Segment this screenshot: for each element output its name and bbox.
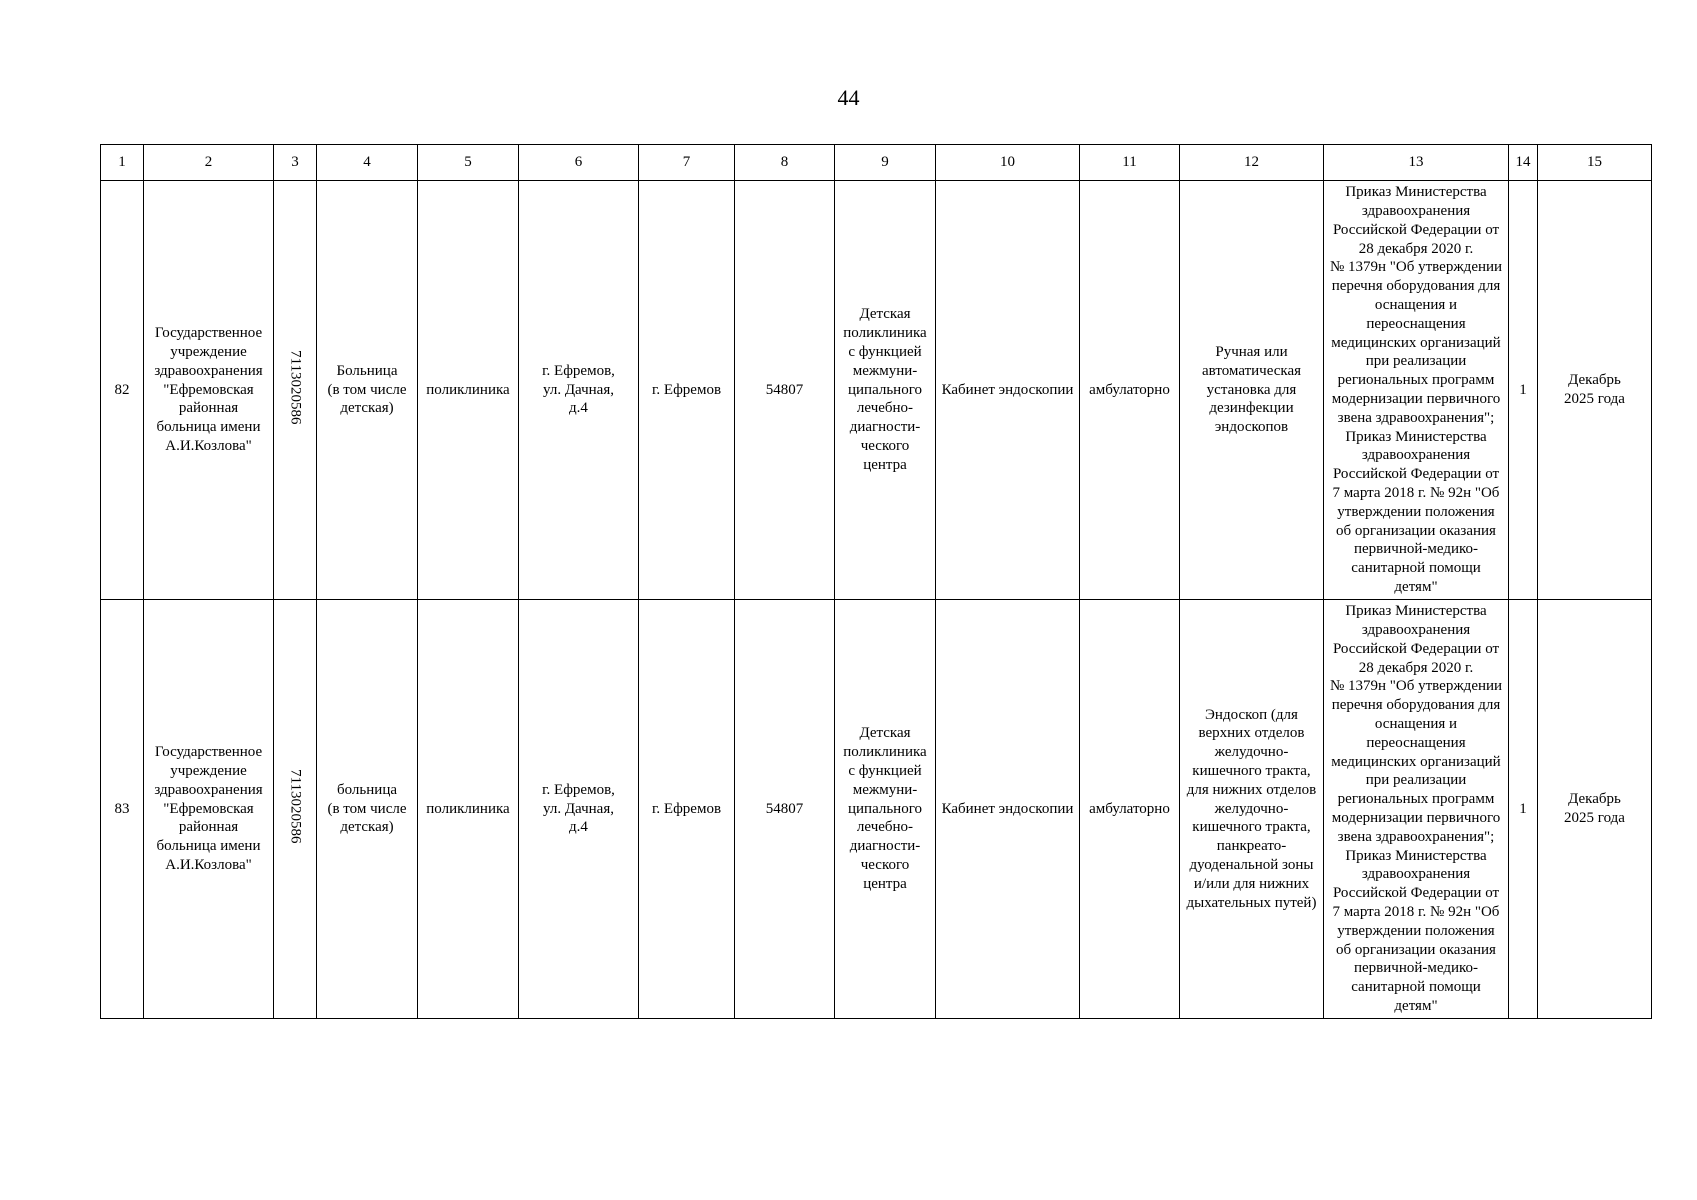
deadline: Декабрь 2025 года (1538, 600, 1652, 1019)
header-cell: 14 (1509, 145, 1538, 181)
page-number: 44 (837, 85, 860, 110)
legal-basis: Приказ Министерства здравоохранения Российской Федерации от 28 декабря 2020 г. № 1379н "Об утверждении перечня оборудования для оснащения и переоснащения медицинских организаций при реализации региональных программ модернизации первичного звена здравоохранения"; Приказ Министерства здравоохранения Российской Федерации от 7 марта 2018 г. № 92н "Об утверждении положения об организации оказания первичной-медико- санитарной помощи детям" (1324, 181, 1509, 600)
population: 54807 (735, 181, 835, 600)
equipment: Эндоскоп (для верхних отделов желудочно- кишечного тракта, для нижних отделов желудочно- кишечного тракта, панкреато- дуоденальной зоны и/или для нижних дыхательных путей) (1180, 600, 1324, 1019)
header-cell: 12 (1180, 145, 1324, 181)
population: 54807 (735, 600, 835, 1019)
legal-basis: Приказ Министерства здравоохранения Российской Федерации от 28 декабря 2020 г. № 1379н "Об утверждении перечня оборудования для оснащения и переоснащения медицинских организаций при реализации региональных программ модернизации первичного звена здравоохранения"; Приказ Министерства здравоохранения Российской Федерации от 7 марта 2018 г. № 92н "Об утверждении положения об организации оказания первичной-медико- санитарной помощи детям" (1324, 600, 1509, 1019)
facility-subtype: поликлиника (418, 600, 519, 1019)
header-cell: 11 (1080, 145, 1180, 181)
header-cell: 4 (317, 145, 418, 181)
equipment: Ручная или автоматическая установка для дезинфекции эндоскопов (1180, 181, 1324, 600)
cabinet: Кабинет эндоскопии (936, 600, 1080, 1019)
row-number: 83 (101, 600, 144, 1019)
city: г. Ефремов (639, 181, 735, 600)
division: Детская поликлиника с функцией межмуни- ципального лечебно- диагности- ческого центра (835, 181, 936, 600)
quantity: 1 (1509, 181, 1538, 600)
header-cell: 3 (274, 145, 317, 181)
code-cell (274, 600, 317, 1019)
header-cell: 13 (1324, 145, 1509, 181)
row-number: 82 (101, 181, 144, 600)
organization-code: 7113020586 (287, 768, 304, 844)
organization-code: 7113020586 (287, 349, 304, 425)
table-row (101, 600, 1652, 1019)
header-cell: 10 (936, 145, 1080, 181)
conditions: амбулаторно (1080, 181, 1180, 600)
address: г. Ефремов, ул. Дачная, д.4 (519, 181, 639, 600)
city: г. Ефремов (639, 600, 735, 1019)
header-cell: 8 (735, 145, 835, 181)
table-row (101, 181, 1652, 600)
facility-type: Больница (в том числе детская) (317, 181, 418, 600)
data-table (100, 144, 1652, 1019)
header-cell: 9 (835, 145, 936, 181)
organization-name: Государственное учреждение здравоохранения "Ефремовская районная больница имени А.И.Козлова" (144, 181, 274, 600)
header-cell: 1 (101, 145, 144, 181)
facility-subtype: поликлиника (418, 181, 519, 600)
header-cell: 6 (519, 145, 639, 181)
division: Детская поликлиника с функцией межмуни- ципального лечебно- диагности- ческого центра (835, 600, 936, 1019)
cabinet: Кабинет эндоскопии (936, 181, 1080, 600)
header-cell: 5 (418, 145, 519, 181)
organization-name: Государственное учреждение здравоохранения "Ефремовская районная больница имени А.И.Козлова" (144, 600, 274, 1019)
code-cell (274, 181, 317, 600)
facility-type: больница (в том числе детская) (317, 600, 418, 1019)
header-cell: 7 (639, 145, 735, 181)
deadline: Декабрь 2025 года (1538, 181, 1652, 600)
header-cell: 15 (1538, 145, 1652, 181)
conditions: амбулаторно (1080, 600, 1180, 1019)
table-header-row (101, 145, 1652, 181)
address: г. Ефремов, ул. Дачная, д.4 (519, 600, 639, 1019)
header-cell: 2 (144, 145, 274, 181)
quantity: 1 (1509, 600, 1538, 1019)
